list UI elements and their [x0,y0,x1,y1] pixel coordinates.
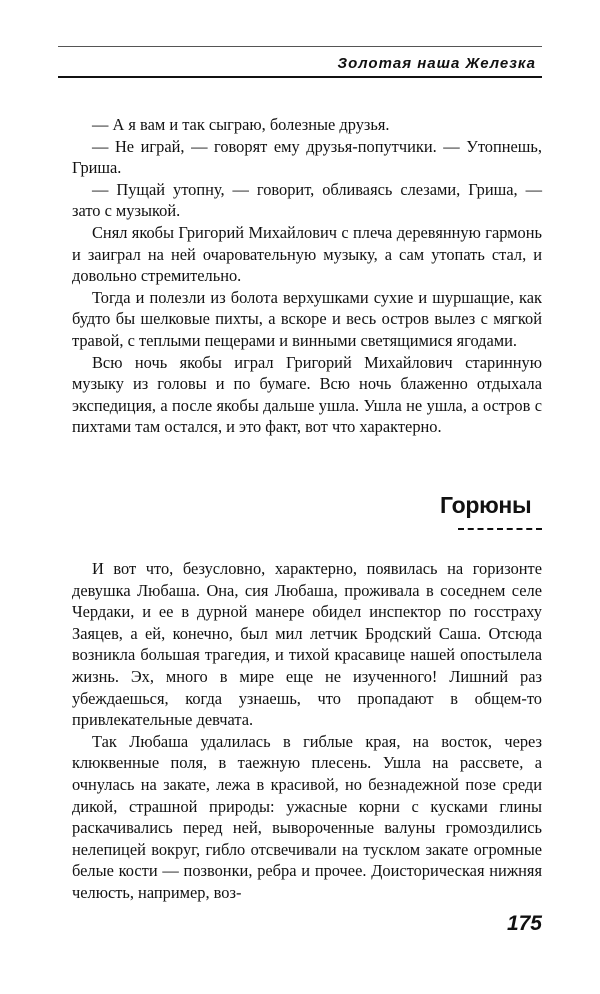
running-header [58,46,542,78]
paragraph: Тогда и полезли из болота верхушками сухие и шуршащие, как будто бы шелковые пихты, а вскоре и весь остров вылез с мягкой травой, с теплыми пещерами и винными светящимися ягодами. [72,287,542,350]
section-1-text [72,114,542,438]
paragraph: И вот что, безусловно, характерно, появилась на горизонте девушка Любаша. Она, сия Любаша, проживала в соседнем селе Чердаки, и ее в дурной манере обидел инспектор по госстраху Заяцев, а ей, конечно, был мил летчик Бродский Саша. Отсюда возникла большая трагедия, и тихой красавице нашей опостылела жизнь. Эх, много в мире еще не изученного! Лишний раз убеждаешься, когда узнаешь, что пропадают в общем-то привлекательные девчата. [72,559,542,730]
paragraph: — А я вам и так сыграю, болезные друзья. [92,115,390,134]
page-number: 175 [506,912,542,935]
section-2-text [72,558,542,904]
paragraph: Так Любаша удалилась в гиблые края, на восток, через клюквенные поля, в таежную плесень. Ушла на рассвете, а очнулась на закате, лежа в красивой, но безнадежной позе среди дикой, страшной природы: ужасные корни с кусками глины раскачивались перед ней, вывороченные валуны громоздились нелепицей вокруг, гибло отсвечивали на тусклом закате огромные белые кости — позвонки, ребра и прочее. Доисторическая нижняя челюсть, например, воз- [72,731,542,902]
running-header-title: Золотая наша Железка [337,55,536,72]
paragraph: — Пущай утопну, — говорит, обливаясь слезами, Гриша, — зато с музыкой. [72,179,542,221]
section-heading: Горюны [440,492,532,518]
paragraph: Снял якобы Григорий Михайлович с плеча деревянную гармонь и заиграл на ней очаровательную музыку, а сам утопать стал, и довольно стремительно. [72,222,542,286]
section-heading-underline [458,528,542,530]
paragraph: Всю ночь якобы играл Григорий Михайлович старинную музыку из головы и по бумаге. Всю ночь блаженно отдыхала экспедиция, а после якобы дальше ушла. Ушла не ушла, а остров с пихтами там остался, и это факт, вот что характерно. [72,352,542,437]
paragraph: — Не играй, — говорят ему друзья-попутчики. — Утопнешь, Гриша. [72,136,542,178]
